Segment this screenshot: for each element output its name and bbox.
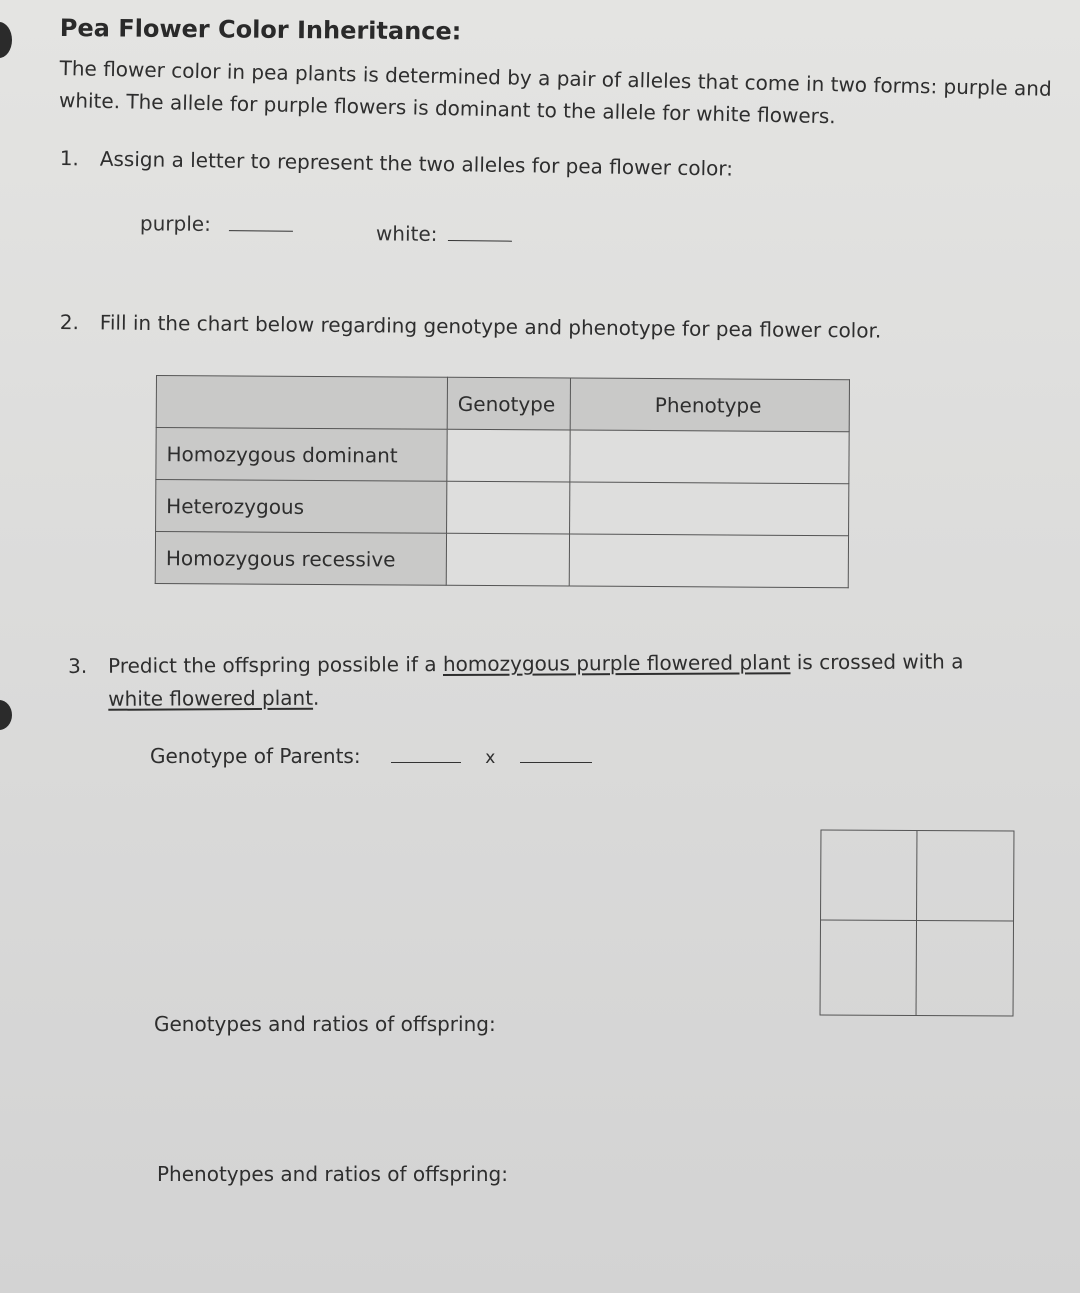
- parent-1-blank[interactable]: [391, 761, 461, 763]
- phenotype-cell[interactable]: [570, 430, 849, 484]
- punnett-cell[interactable]: [821, 920, 917, 1015]
- row-label-homozygous-dominant: Homozygous dominant: [156, 428, 447, 482]
- white-allele-field: [376, 221, 512, 246]
- question-text: is crossed with a: [790, 649, 964, 675]
- purple-allele-field: [140, 211, 293, 237]
- row-label-heterozygous: Heterozygous: [156, 480, 447, 534]
- question-3: [68, 645, 1058, 716]
- question-number: 2.: [59, 310, 80, 335]
- underlined-phrase: homozygous purple flowered plant: [442, 650, 791, 677]
- cross-symbol: x: [485, 748, 496, 768]
- genotype-cell[interactable]: [447, 481, 570, 534]
- phenotypes-ratios-label: Phenotypes and ratios of offspring:: [157, 1162, 508, 1186]
- purple-label: purple:: [139, 211, 212, 236]
- question-text: Predict the offspring possible if a: [108, 652, 444, 678]
- question-1: [60, 146, 734, 181]
- punnett-cell[interactable]: [917, 921, 1013, 1016]
- binder-hole-mark: [0, 700, 12, 730]
- punnett-cell[interactable]: [821, 830, 917, 921]
- white-label: white:: [375, 221, 438, 246]
- genotype-cell[interactable]: [446, 533, 569, 586]
- table-header-row: [156, 376, 849, 432]
- phenotype-cell[interactable]: [569, 534, 848, 588]
- genotype-phenotype-table: [155, 375, 850, 588]
- question-2: [60, 310, 882, 343]
- underlined-phrase: white flowered plant: [108, 685, 314, 711]
- table-row: [156, 428, 849, 484]
- binder-hole-mark: [0, 22, 12, 58]
- parent-2-blank[interactable]: [520, 761, 592, 763]
- genotype-cell[interactable]: [447, 429, 570, 482]
- parents-label: Genotype of Parents:: [150, 744, 361, 768]
- genotypes-ratios-label: Genotypes and ratios of offspring:: [154, 1012, 496, 1036]
- question-number: 1.: [59, 146, 80, 171]
- genotype-header: Genotype: [447, 377, 570, 430]
- table-corner-cell: [156, 376, 447, 430]
- phenotype-header: Phenotype: [570, 378, 849, 432]
- purple-allele-blank[interactable]: [229, 229, 293, 232]
- table-row: [155, 532, 848, 588]
- question-text: .: [312, 685, 320, 710]
- row-label-homozygous-recessive: Homozygous recessive: [155, 532, 446, 586]
- question-text: Assign a letter to represent the two alleles for pea flower color:: [99, 146, 734, 181]
- question-number: 3.: [68, 653, 88, 678]
- intro-paragraph: The flower color in pea plants is determined by a pair of alleles that come in two forms: purple and white. The allele for purple flowers is dominant to the allele for white flowers.: [58, 55, 1052, 129]
- phenotype-cell[interactable]: [570, 482, 849, 536]
- question-text: Fill in the chart below regarding genotype and phenotype for pea flower color.: [99, 310, 882, 343]
- punnett-square: [820, 829, 1015, 1016]
- white-allele-blank[interactable]: [448, 239, 512, 242]
- punnett-cell[interactable]: [917, 831, 1013, 922]
- table-row: [156, 480, 849, 536]
- worksheet-title: Pea Flower Color Inheritance:: [59, 14, 462, 46]
- parents-genotype-field: [150, 744, 592, 768]
